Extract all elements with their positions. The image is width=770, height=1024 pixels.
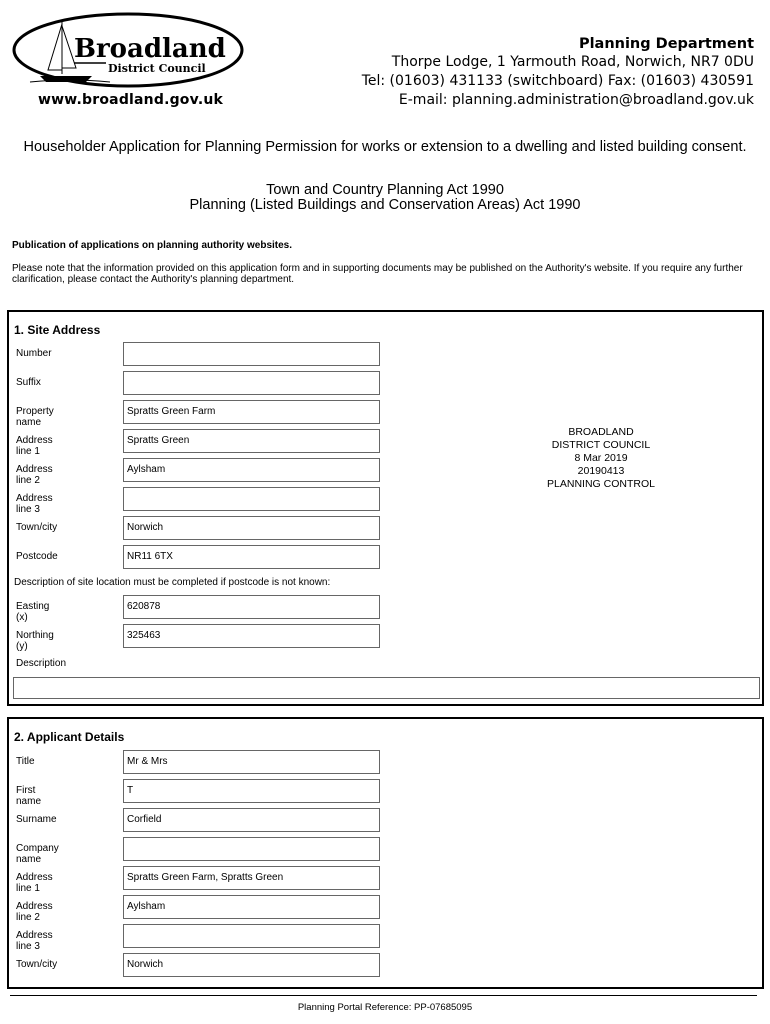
address-line-2-input[interactable]: Aylsham	[123, 458, 380, 482]
field-label: Address line 3	[16, 930, 53, 952]
field-label: Address line 2	[16, 901, 53, 923]
department-email[interactable]: E-mail: planning.administration@broadland.gov.uk	[398, 92, 754, 108]
act-title-1: Town and Country Planning Act 1990	[266, 182, 504, 198]
publication-notice: Please note that the information provided on this application form and in supporting documents may be published on the Authority's website. If you require any further clarification, please contact the Authority's planning department.	[12, 263, 743, 285]
website-url[interactable]: www.broadland.gov.uk	[38, 92, 224, 108]
easting-input[interactable]: 620878	[123, 595, 380, 619]
field-label: Northing (y)	[16, 630, 54, 652]
northing-input[interactable]: 325463	[123, 624, 380, 648]
svg-text:Broadland: Broadland	[74, 34, 226, 64]
description-label: Description	[16, 658, 67, 669]
form-title: Householder Application for Planning Permission for works or extension to a dwelling and listed building consent.	[23, 139, 747, 155]
field-label: Title	[16, 756, 35, 767]
field-label: Easting (x)	[16, 601, 50, 623]
applicant-address-line-2-input[interactable]: Aylsham	[123, 895, 380, 919]
number-input[interactable]	[123, 342, 380, 366]
applicant-address-line-1-input[interactable]: Spratts Green Farm, Spratts Green	[123, 866, 380, 890]
act-title-2: Planning (Listed Buildings and Conservation Areas) Act 1990	[189, 197, 581, 213]
portal-reference: Planning Portal Reference: PP-07685095	[297, 1002, 473, 1013]
field-label: First name	[16, 785, 42, 807]
stamp-date: 8 Mar 2019	[574, 452, 628, 464]
suffix-input[interactable]	[123, 371, 380, 395]
field-label: Town/city	[16, 522, 58, 533]
field-label: Address line 1	[16, 435, 53, 457]
field-label: Property name	[16, 406, 54, 428]
applicant-town-city-input[interactable]: Norwich	[123, 953, 380, 977]
field-label: Suffix	[16, 377, 41, 388]
location-note: Description of site location must be completed if postcode is not known:	[14, 577, 331, 588]
field-label: Surname	[16, 814, 57, 825]
title-input[interactable]: Mr & Mrs	[123, 750, 380, 774]
address-line-1-input[interactable]: Spratts Green	[123, 429, 380, 453]
field-label: Town/city	[16, 959, 58, 970]
address-line-3-input[interactable]	[123, 487, 380, 511]
property-name-input[interactable]: Spratts Green Farm	[123, 400, 380, 424]
received-stamp	[517, 426, 685, 491]
department-contact	[362, 35, 754, 110]
town-city-input[interactable]: Norwich	[123, 516, 380, 540]
field-label: Number	[16, 348, 52, 359]
site-address-section	[7, 310, 764, 706]
applicant-details-section	[7, 717, 764, 989]
stamp-line-2: DISTRICT COUNCIL	[551, 439, 651, 451]
field-label: Company name	[16, 843, 59, 865]
publication-heading: Publication of applications on planning authority websites.	[12, 240, 293, 251]
company-name-input[interactable]	[123, 837, 380, 861]
department-address: Thorpe Lodge, 1 Yarmouth Road, Norwich, NR7 0DU	[391, 54, 754, 70]
site-address-heading: 1. Site Address	[14, 323, 101, 337]
surname-input[interactable]: Corfield	[123, 808, 380, 832]
description-input[interactable]	[13, 677, 760, 699]
footer-divider	[10, 995, 757, 996]
field-label: Address line 2	[16, 464, 53, 486]
svg-text:District Council: District Council	[108, 62, 206, 75]
postcode-input[interactable]: NR11 6TX	[123, 545, 380, 569]
stamp-line-5: PLANNING CONTROL	[547, 478, 655, 490]
applicant-address-line-3-input[interactable]	[123, 924, 380, 948]
field-label: Address line 1	[16, 872, 53, 894]
department-title: Planning Department	[578, 36, 754, 52]
broadland-logo	[10, 12, 246, 90]
field-label: Address line 3	[16, 493, 53, 515]
department-phone: Tel: (01603) 431133 (switchboard) Fax: (01603) 430591	[361, 73, 754, 89]
first-name-input[interactable]: T	[123, 779, 380, 803]
field-label: Postcode	[16, 551, 58, 562]
applicant-details-heading: 2. Applicant Details	[14, 730, 125, 744]
stamp-number: 20190413	[577, 465, 625, 477]
stamp-line-1: BROADLAND	[568, 426, 634, 438]
